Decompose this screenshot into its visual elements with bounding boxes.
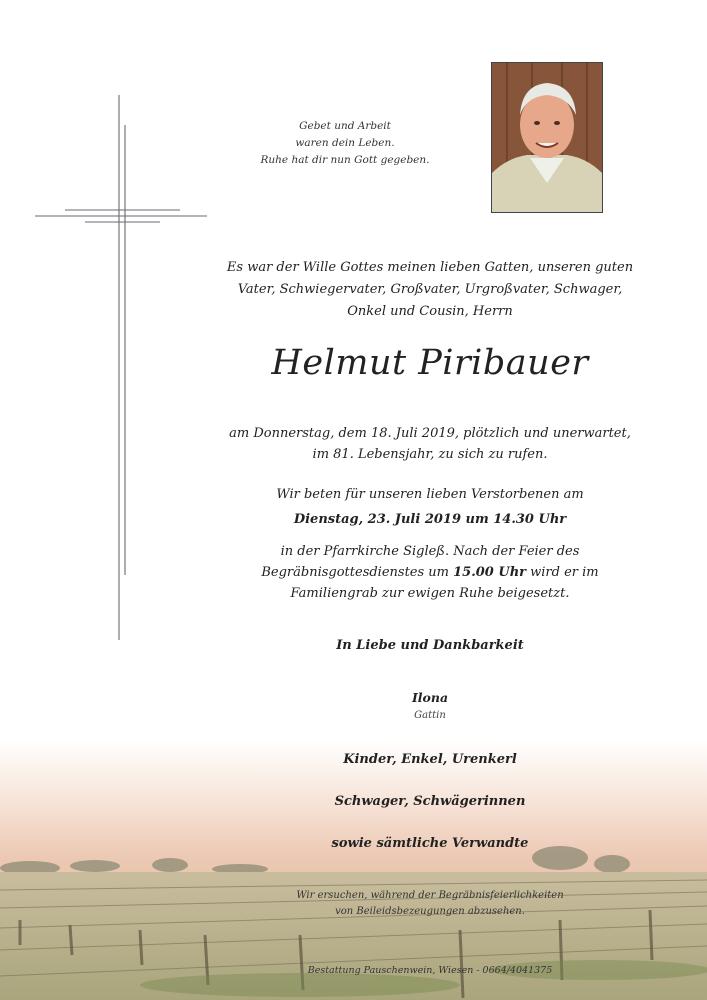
- burial-time: 15.00 Uhr: [453, 565, 527, 580]
- death-text: [200, 423, 660, 465]
- funeral-date: Dienstag, 23. Juli 2019 um 14.30 Uhr: [293, 512, 567, 527]
- quote-line: Gebet und Arbeit: [299, 120, 391, 132]
- request-line: von Beileidsbezeugungen abzusehen.: [335, 906, 525, 917]
- quote-line: Ruhe hat dir nun Gott gegeben.: [260, 154, 430, 166]
- mourner-group: sowie sämtliche Verwandte: [331, 836, 529, 851]
- mourner-group: Schwager, Schwägerinnen: [334, 794, 526, 809]
- prayer-text: Wir beten für unseren lieben Verstorbenen am: [276, 487, 584, 502]
- intro-line: Es war der Wille Gottes meinen lieben Gatten, unseren guten: [226, 260, 634, 275]
- death-line: im 81. Lebensjahr, zu sich zu rufen.: [312, 447, 548, 462]
- portrait-photo: [491, 62, 603, 213]
- mourner-group: Kinder, Enkel, Urenkerl: [343, 752, 517, 767]
- intro-text: [200, 257, 660, 323]
- quote-text: [250, 118, 440, 169]
- burial-text-part: Begräbnisgottesdienstes um: [261, 565, 454, 580]
- funeral-home-footer: Bestattung Pauschenwein, Wiesen - 0664/4041375: [307, 965, 553, 976]
- thanks-heading: In Liebe und Dankbarkeit: [336, 638, 524, 653]
- cross-icon: [35, 95, 210, 645]
- mourner-relation: Gattin: [414, 710, 446, 721]
- death-line: am Donnerstag, dem 18. Juli 2019, plötzlich und unerwartet,: [229, 426, 631, 441]
- burial-line: [200, 562, 660, 583]
- request-line: Wir ersuchen, während der Begräbnisfeierlichkeiten: [296, 890, 564, 901]
- intro-line: Vater, Schwiegervater, Großvater, Urgroßvater, Schwager,: [237, 282, 623, 297]
- vineyard-landscape-image: [0, 740, 707, 1000]
- burial-text-part: wird er im: [526, 565, 599, 580]
- deceased-name: Helmut Piribauer: [271, 343, 589, 383]
- intro-line: Onkel und Cousin, Herrn: [347, 304, 513, 319]
- mourner-name: Ilona: [411, 690, 449, 705]
- quote-line: waren dein Leben.: [295, 137, 395, 149]
- burial-line: in der Pfarrkirche Sigleß. Nach der Feier des: [280, 544, 580, 559]
- burial-line: Familiengrab zur ewigen Ruhe beigesetzt.: [290, 586, 570, 601]
- request-text: [200, 888, 660, 920]
- burial-text: [200, 541, 660, 604]
